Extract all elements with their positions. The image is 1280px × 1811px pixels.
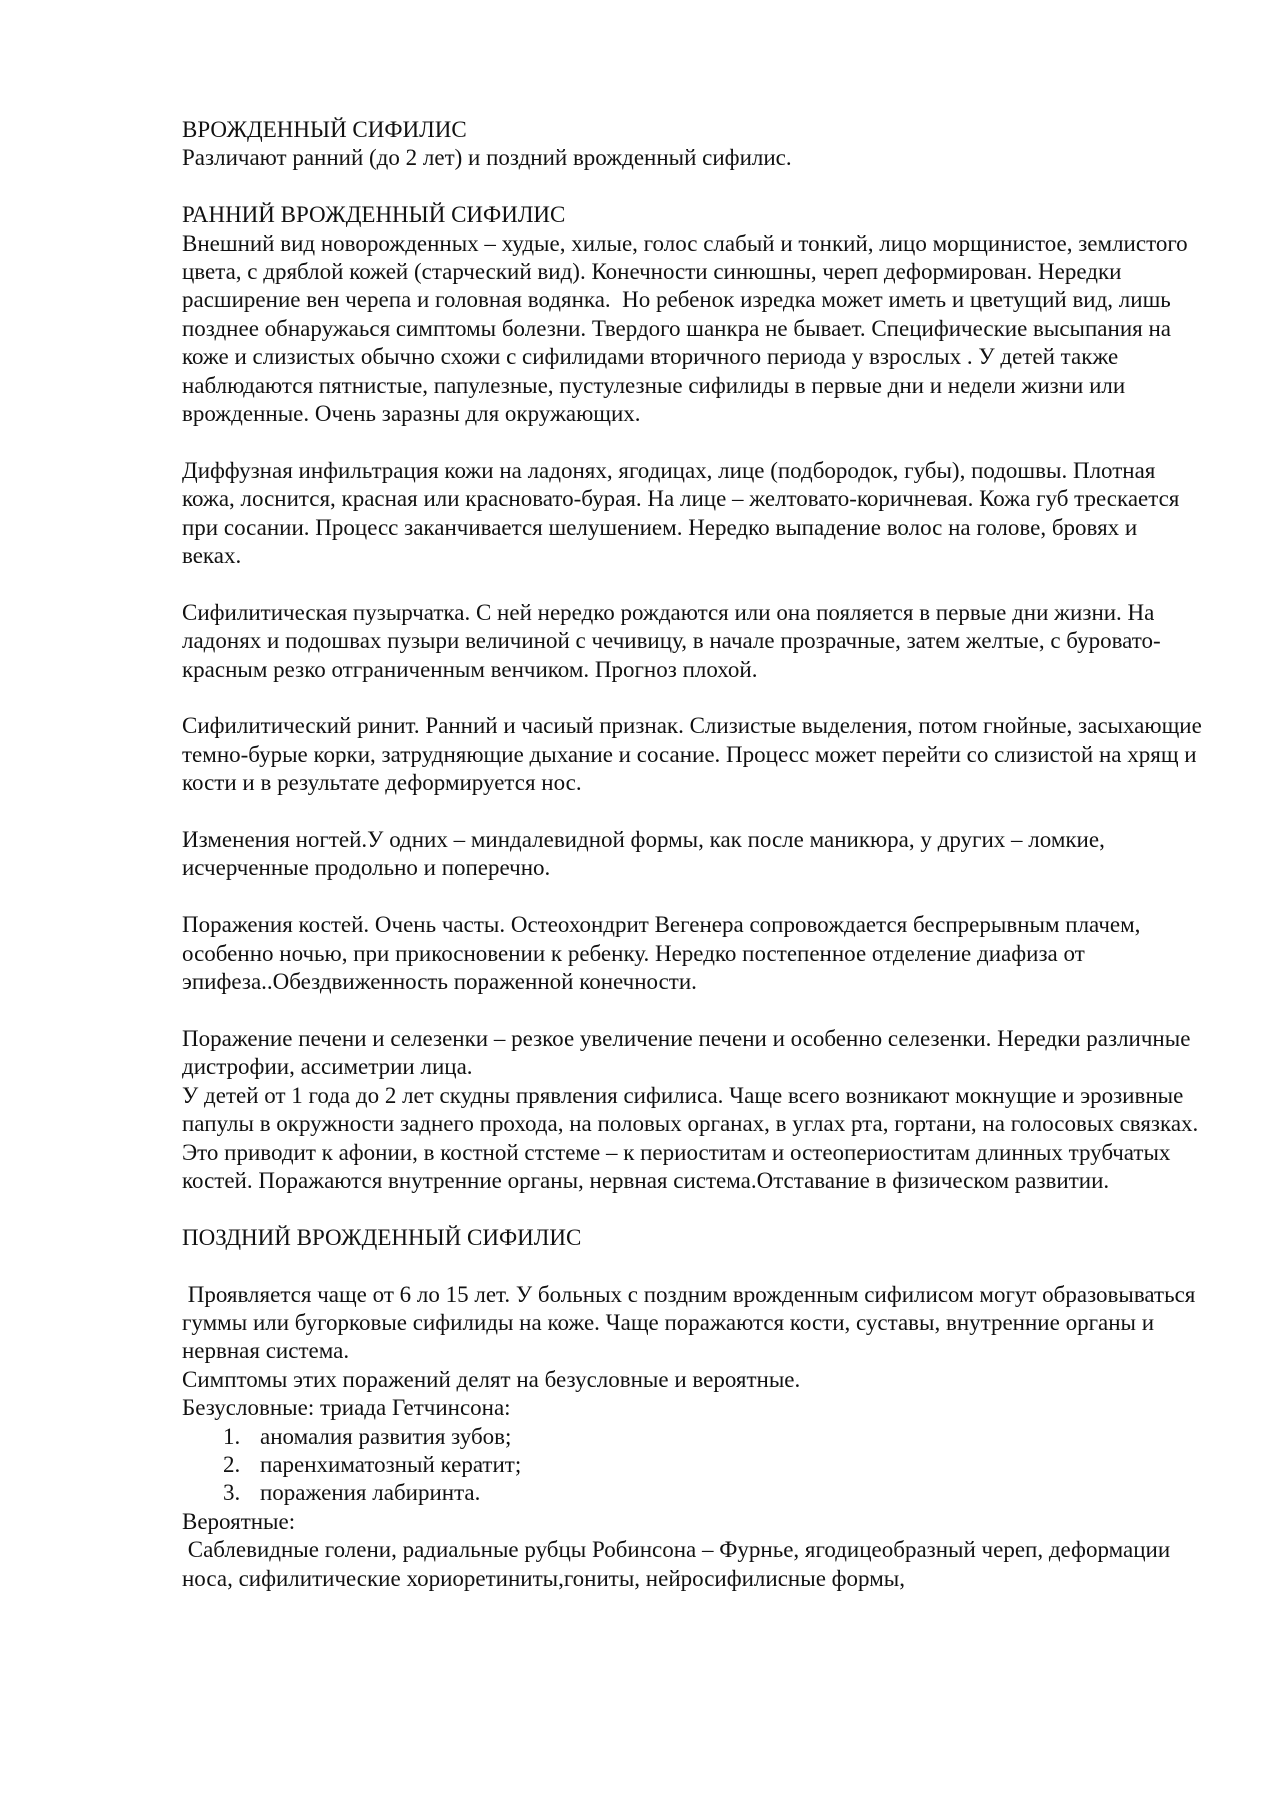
late-section-heading: ПОЗДНИЙ ВРОЖДЕННЫЙ СИФИЛИС bbox=[182, 1224, 582, 1250]
late-paragraph-probable-label: Вероятные: bbox=[182, 1508, 296, 1534]
late-paragraph-unconditional: Безусловные: триада Гетчинсона: bbox=[182, 1395, 511, 1421]
early-paragraph-rhinitis: Сифилитический ринит. Ранний и часиый признак. Слизистые выделения, потом гнойные, засыхающие темно-бурые корки, затрудняющие дыхание и сосание. Процесс может перейти со слизистой на хрящ и кости и в результате деформируется нос. bbox=[182, 713, 1208, 796]
early-paragraph-nails: Изменения ногтей.У одних – миндалевидной формы, как после маникюра, у других – ломкие, исчерченные продольно и поперечно. bbox=[182, 827, 1111, 881]
document-page bbox=[182, 116, 1208, 1593]
early-paragraph-children: У детей от 1 года до 2 лет скудны прявления сифилиса. Чаще всего возникают мокнущие и эрозивные папулы в окружности заднего прохода, на половых органах, в углах рта, гортани, на голосовых связках. Это приводит к афонии, в костной стстеме – к периоститам и остеопериоститам длинных трубчатых костей. Поражаются внутренние органы, нервная система.Отставание в физическом развитии. bbox=[182, 1082, 1205, 1193]
early-paragraph-infiltration: Диффузная инфильтрация кожи на ладонях, ягодицах, лице (подбородок, губы), подошвы. Плотная кожа, лоснится, красная или красновато-бурая. На лице – желтовато-коричневая. Кожа губ трескается при сосании. Процесс заканчивается шелушением. Нередко выпадение волос на голове, бровях и веках. bbox=[182, 457, 1186, 569]
early-paragraph-pemphigus: Сифилитическая пузырчатка. С ней нередко рождаются или она пояляется в первые дни жизни. На ладонях и подошвах пузыри величиной с чечивицу, в начале прозрачные, затем желтые, с буровато-красным резко отграниченным венчиком. Прогноз плохой. bbox=[182, 599, 1161, 682]
early-paragraph-liver: Поражение печени и селезенки – резкое увеличение печени и особенно селезенки. Нередки различные дистрофии, ассиметрии лица. bbox=[182, 1025, 1197, 1080]
list-item-text: аномалия развития зубов; bbox=[260, 1423, 512, 1449]
document-title: ВРОЖДЕННЫЙ СИФИЛИС bbox=[182, 117, 467, 142]
late-paragraph-symptoms: Симптомы этих поражений делят на безусловные и вероятные. bbox=[182, 1366, 801, 1392]
list-item-text: паренхиматозный кератит; bbox=[260, 1451, 522, 1477]
list-item-text: поражения лабиринта. bbox=[260, 1480, 481, 1506]
late-paragraph-manifestation: Проявляется чаще от 6 ло 15 лет. У больных с поздним врожденным сифилисом могут образовываться гуммы или бугорковые сифилиды на коже. Чаще поражаются кости, суставы, внутренние органы и нервная система. bbox=[182, 1281, 1202, 1364]
early-paragraph-appearance: Внешний вид новорожденных – худые, хилые, голос слабый и тонкий, лицо морщинистое, землистого цвета, с дряблой кожей (старческий вид). Конечности синюшны, череп деформирован. Нередки расширение вен черепа и головная водянка. Но ребенок изредка может иметь и цветущий вид, лишь позднее обнаружаься симптомы болезни. Твердого шанкра не бывает. Специфические высыпания на коже и слизистых обычно схожи с сифилидами вторичного периода у взрослых . У детей также наблюдаются пятнистые, папулезные, пустулезные сифилиды в первые дни и недели жизни или врожденные. Очень заразны для окружающих. bbox=[182, 230, 1194, 427]
list-item bbox=[223, 1451, 1202, 1479]
intro-paragraph: Различают ранний (до 2 лет) и поздний врожденный сифилис. bbox=[182, 145, 792, 171]
list-item-number: 2. bbox=[223, 1451, 241, 1477]
hutchinson-triad-list bbox=[182, 1423, 1202, 1508]
list-item-number: 1. bbox=[223, 1423, 241, 1449]
list-item-number: 3. bbox=[223, 1480, 241, 1506]
list-item bbox=[223, 1479, 1202, 1507]
list-item bbox=[223, 1423, 1202, 1451]
early-section-heading: РАННИЙ ВРОЖДЕННЫЙ СИФИЛИС bbox=[182, 202, 566, 228]
early-paragraph-bones: Поражения костей. Очень часты. Остеохондрит Вегенера сопровождается беспрерывным плачем, особенно ночью, при прикосновении к ребенку. Нередко постепенное отделение диафиза от эпифеза..Обездвиженность пораженной конечности. bbox=[182, 912, 1147, 995]
late-paragraph-probable-signs: Саблевидные голени, радиальные рубцы Робинсона – Фурнье, ягодицеобразный череп, деформации носа, сифилитические хориоретиниты,гониты, нейросифилисные формы, bbox=[182, 1537, 1176, 1591]
